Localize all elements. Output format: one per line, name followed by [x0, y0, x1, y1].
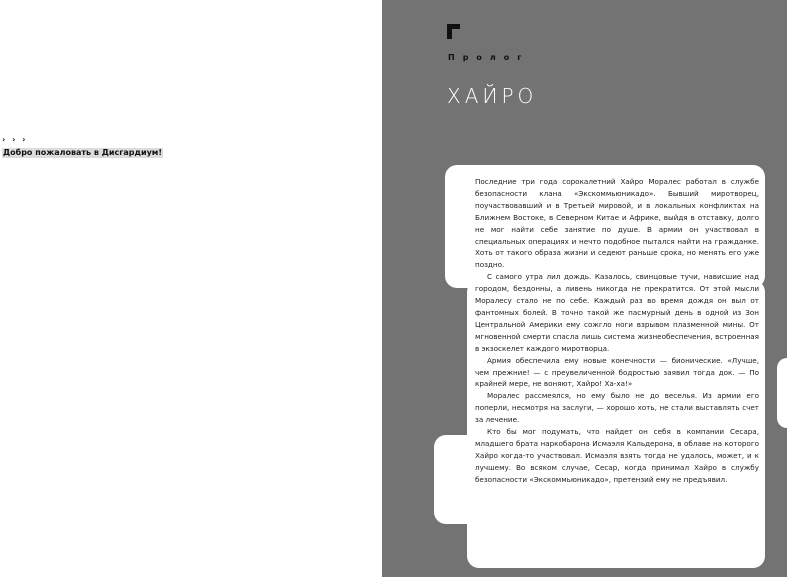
- paragraph: Моралес рассмеялся, но ему было не до веселья. Из армии его поперли, несмотря на заслуги, — хорошо хоть, не стали выставлять счет за лечение.: [475, 391, 759, 425]
- paragraph: Последние три года сорокалетний Хайро Моралес работал в службе безопасности клана «Экскоммьюникадо». Бывший миротворец, поучаствовавший и в Третьей мировой, и в локальных конфликтах на Ближнем Востоке, в Северном Китае и Африке, выйдя в отставку, долго не мог найти себе занятие по душе. В армии он участвовал в специальных операциях и нечто подобное пытался найти на гражданке. Хоть от такого образа жизни и седеют раньше срока, но менять его уже поздно.: [475, 177, 759, 270]
- arrow-dots: › › ›: [2, 135, 28, 144]
- chapter-title: ХАЙРО: [447, 84, 538, 108]
- text-background-block: [777, 358, 787, 428]
- welcome-text: Добро пожаловать в Дисгардиум!: [3, 148, 162, 157]
- book-page-panel: [382, 0, 787, 577]
- paragraph: Армия обеспечила ему новые конечности — бионические. «Лучше, чем прежние! — с преувеличенной бодростью заявил тогда док. — По крайней мере, не воняют, Хайро! Ха-ха!»: [475, 355, 759, 389]
- corner-bracket-logo-icon: [447, 24, 460, 39]
- paragraph: С самого утра лил дождь. Казалось, свинцовые тучи, нависшие над городом, бездонны, а ливень никогда не прекратится. От этой мысли Моралесу стало не по себе. Каждый раз во время дождя он выл от фантомных болей. В точно такой же пасмурный день в одной из Зон Центральной Америки ему сожгло ноги взрывом плазменной мины. От мгновенной смерти спасла лишь система жизнеобеспечения, встроенная в экзоскелет каждого миротворца.: [475, 272, 759, 353]
- welcome-note: [2, 136, 163, 158]
- story-text: [475, 176, 759, 486]
- paragraph: Кто бы мог подумать, что найдет он себя в компании Сесара, младшего брата наркобарона Исмаэля Кальдерона, в облаве на которого Хайро когда-то участвовал. Исмаэля взять тогда не удалось, может, и к лучшему. Во всяком случае, Сесар, когда принимал Хайро в службу безопасности «Экскоммьюникадо», претензий ему не предъявил.: [475, 427, 759, 484]
- chapter-label: Пролог: [448, 53, 530, 62]
